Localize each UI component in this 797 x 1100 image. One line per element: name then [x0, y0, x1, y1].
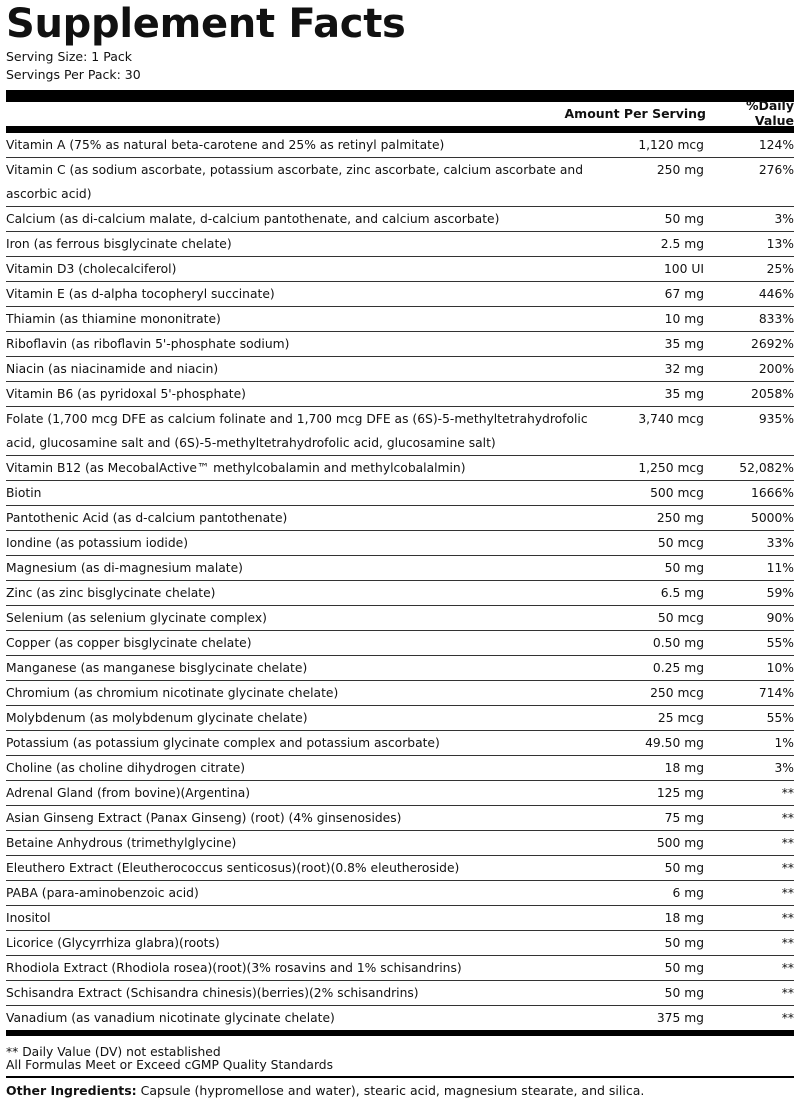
- nutrient-name: Rhodiola Extract (Rhodiola rosea)(root)(3% rosavins and 1% schisandrins): [6, 961, 462, 975]
- table-row: [6, 232, 794, 257]
- nutrient-amount: 2.5 mg: [660, 237, 704, 251]
- table-row: [6, 407, 794, 456]
- nutrient-amount: 50 mg: [664, 936, 704, 950]
- nutrient-amount: 500 mcg: [650, 486, 704, 500]
- table-row: [6, 257, 794, 282]
- nutrient-name: Magnesium (as di-magnesium malate): [6, 561, 243, 575]
- nutrient-amount: 375 mg: [656, 1011, 704, 1025]
- nutrient-daily-value: 276%: [758, 163, 794, 177]
- nutrient-daily-value: 2692%: [751, 337, 794, 351]
- table-row: [6, 307, 794, 332]
- nutrient-amount: 75 mg: [664, 811, 704, 825]
- nutrient-amount: 50 mcg: [657, 611, 704, 625]
- nutrient-name: Manganese (as manganese bisglycinate chelate): [6, 661, 308, 675]
- other-ingredients-label: Other Ingredients:: [6, 1083, 137, 1098]
- page-title: Supplement Facts: [6, 1, 406, 47]
- nutrient-amount: 125 mg: [656, 786, 704, 800]
- nutrient-daily-value: 1666%: [751, 486, 794, 500]
- table-row: [6, 656, 794, 681]
- nutrient-daily-value: **: [781, 986, 794, 1000]
- table-row: [6, 856, 794, 881]
- nutrient-daily-value: **: [781, 836, 794, 850]
- nutrient-name: Thiamin (as thiamine mononitrate): [6, 312, 221, 326]
- table-row: [6, 731, 794, 756]
- nutrient-daily-value: 10%: [766, 661, 794, 675]
- nutrient-name: Inositol: [6, 911, 51, 925]
- nutrient-name: Vitamin B12 (as MecobalActive™ methylcobalamin and methylcobalalmin): [6, 461, 466, 475]
- table-row: [6, 906, 794, 931]
- serving-size: Serving Size: 1 Pack: [6, 49, 132, 64]
- nutrient-daily-value: 714%: [758, 686, 794, 700]
- other-ingredients: [6, 1082, 794, 1100]
- nutrient-amount: 35 mg: [664, 387, 704, 401]
- nutrient-name: Vitamin C (as sodium ascorbate, potassium ascorbate, zinc ascorbate, calcium ascorbate and ascorbic acid): [6, 163, 584, 201]
- nutrient-daily-value: **: [781, 811, 794, 825]
- nutrient-table: [6, 133, 794, 1030]
- gmp-footnote: All Formulas Meet or Exceed cGMP Quality Standards: [6, 1058, 334, 1072]
- nutrient-daily-value: 446%: [758, 287, 794, 301]
- nutrient-amount: 250 mg: [656, 511, 704, 525]
- supplement-facts-panel: [6, 0, 794, 1100]
- nutrient-amount: 67 mg: [664, 287, 704, 301]
- nutrient-daily-value: 935%: [758, 412, 794, 426]
- nutrient-amount: 500 mg: [656, 836, 704, 850]
- table-row: [6, 357, 794, 382]
- nutrient-daily-value: 833%: [758, 312, 794, 326]
- nutrient-amount: 1,120 mcg: [638, 138, 704, 152]
- nutrient-name: Folate (1,700 mcg DFE as calcium folinate and 1,700 mcg DFE as (6S)-5-methyltetrahydrofolic acid, glucosamine salt and (6S)-5-methyltetrahydrofolic acid, glucosamine salt): [6, 412, 588, 450]
- nutrient-amount: 50 mg: [664, 212, 704, 226]
- nutrient-name: Betaine Anhydrous (trimethylglycine): [6, 836, 237, 850]
- table-row: [6, 831, 794, 856]
- table-row: [6, 1006, 794, 1030]
- table-row: [6, 681, 794, 706]
- nutrient-amount: 6.5 mg: [660, 586, 704, 600]
- dv-footnote: ** Daily Value (DV) not established: [6, 1045, 221, 1059]
- nutrient-name: Molybdenum (as molybdenum glycinate chelate): [6, 711, 308, 725]
- table-row: [6, 956, 794, 981]
- nutrient-amount: 50 mg: [664, 561, 704, 575]
- nutrient-daily-value: **: [781, 911, 794, 925]
- nutrient-name: Vitamin A (75% as natural beta-carotene and 25% as retinyl palmitate): [6, 138, 445, 152]
- nutrient-daily-value: 13%: [766, 237, 794, 251]
- nutrient-name: Chromium (as chromium nicotinate glycinate chelate): [6, 686, 339, 700]
- nutrient-name: Calcium (as di-calcium malate, d-calcium pantothenate, and calcium ascorbate): [6, 212, 500, 226]
- table-row: [6, 806, 794, 831]
- nutrient-amount: 50 mg: [664, 861, 704, 875]
- table-row: [6, 133, 794, 158]
- table-row: [6, 207, 794, 232]
- nutrient-name: Schisandra Extract (Schisandra chinesis)(berries)(2% schisandrins): [6, 986, 419, 1000]
- nutrient-name: Niacin (as niacinamide and niacin): [6, 362, 219, 376]
- nutrient-daily-value: 3%: [774, 212, 794, 226]
- servings-per-pack: Servings Per Pack: 30: [6, 67, 141, 82]
- divider-thin: [6, 1076, 794, 1078]
- amount-header: Amount Per Serving: [564, 105, 706, 121]
- nutrient-amount: 50 mg: [664, 986, 704, 1000]
- daily-value-header: %Daily Value: [745, 98, 794, 128]
- nutrient-name: PABA (para-aminobenzoic acid): [6, 886, 199, 900]
- nutrient-name: Eleuthero Extract (Eleutherococcus senticosus)(root)(0.8% eleutheroside): [6, 861, 460, 875]
- nutrient-amount: 50 mg: [664, 961, 704, 975]
- nutrient-amount: 35 mg: [664, 337, 704, 351]
- nutrient-daily-value: 1%: [774, 736, 794, 750]
- nutrient-daily-value: 55%: [766, 636, 794, 650]
- table-row: [6, 756, 794, 781]
- nutrient-name: Choline (as choline dihydrogen citrate): [6, 761, 246, 775]
- nutrient-daily-value: **: [781, 936, 794, 950]
- nutrient-name: Zinc (as zinc bisglycinate chelate): [6, 586, 216, 600]
- nutrient-amount: 6 mg: [672, 886, 704, 900]
- nutrient-daily-value: **: [781, 1011, 794, 1025]
- table-row: [6, 531, 794, 556]
- footnotes: [6, 1036, 794, 1076]
- nutrient-daily-value: 33%: [766, 536, 794, 550]
- table-row: [6, 931, 794, 956]
- nutrient-name: Vitamin B6 (as pyridoxal 5'-phosphate): [6, 387, 246, 401]
- nutrient-daily-value: 11%: [766, 561, 794, 575]
- other-ingredients-text: Capsule (hypromellose and water), stearic acid, magnesium stearate, and silica.: [140, 1083, 645, 1098]
- table-row: [6, 481, 794, 506]
- nutrient-daily-value: 90%: [766, 611, 794, 625]
- table-row: [6, 332, 794, 357]
- nutrient-amount: 0.25 mg: [652, 661, 704, 675]
- nutrient-daily-value: 52,082%: [739, 461, 794, 475]
- nutrient-daily-value: **: [781, 861, 794, 875]
- nutrient-name: Iondine (as potassium iodide): [6, 536, 189, 550]
- table-row: [6, 606, 794, 631]
- nutrient-amount: 0.50 mg: [652, 636, 704, 650]
- table-row: [6, 506, 794, 531]
- table-row: [6, 631, 794, 656]
- nutrient-name: Vanadium (as vanadium nicotinate glycinate chelate): [6, 1011, 335, 1025]
- table-row: [6, 981, 794, 1006]
- nutrient-amount: 50 mcg: [657, 536, 704, 550]
- nutrient-daily-value: 2058%: [751, 387, 794, 401]
- nutrient-daily-value: **: [781, 961, 794, 975]
- nutrient-daily-value: 200%: [758, 362, 794, 376]
- column-header: [6, 98, 794, 128]
- nutrient-amount: 25 mcg: [657, 711, 704, 725]
- nutrient-amount: 100 UI: [663, 262, 704, 276]
- nutrient-amount: 18 mg: [664, 761, 704, 775]
- nutrient-name: Asian Ginseng Extract (Panax Ginseng) (root) (4% ginsenosides): [6, 811, 402, 825]
- nutrient-name: Licorice (Glycyrrhiza glabra)(roots): [6, 936, 220, 950]
- table-row: [6, 158, 794, 207]
- table-row: [6, 282, 794, 307]
- nutrient-amount: 10 mg: [664, 312, 704, 326]
- nutrient-daily-value: **: [781, 786, 794, 800]
- nutrient-name: Copper (as copper bisglycinate chelate): [6, 636, 252, 650]
- nutrient-name: Pantothenic Acid (as d-calcium pantothenate): [6, 511, 288, 525]
- nutrient-amount: 3,740 mcg: [638, 412, 704, 426]
- nutrient-daily-value: 59%: [766, 586, 794, 600]
- table-row: [6, 556, 794, 581]
- nutrient-name: Selenium (as selenium glycinate complex): [6, 611, 267, 625]
- divider-thick: [6, 90, 794, 102]
- nutrient-amount: 18 mg: [664, 911, 704, 925]
- nutrient-amount: 32 mg: [664, 362, 704, 376]
- table-row: [6, 706, 794, 731]
- nutrient-name: Potassium (as potassium glycinate complex and potassium ascorbate): [6, 736, 440, 750]
- divider-medium: [6, 126, 794, 133]
- nutrient-name: Vitamin D3 (cholecalciferol): [6, 262, 177, 276]
- table-row: [6, 581, 794, 606]
- nutrient-daily-value: 25%: [766, 262, 794, 276]
- nutrient-name: Iron (as ferrous bisglycinate chelate): [6, 237, 232, 251]
- nutrient-daily-value: 55%: [766, 711, 794, 725]
- nutrient-daily-value: **: [781, 886, 794, 900]
- nutrient-amount: 250 mg: [656, 163, 704, 177]
- table-row: [6, 456, 794, 481]
- table-row: [6, 881, 794, 906]
- nutrient-name: Vitamin E (as d-alpha tocopheryl succinate): [6, 287, 275, 301]
- nutrient-name: Biotin: [6, 486, 42, 500]
- nutrient-amount: 49.50 mg: [645, 736, 704, 750]
- nutrient-name: Adrenal Gland (from bovine)(Argentina): [6, 786, 251, 800]
- table-row: [6, 382, 794, 407]
- nutrient-daily-value: 3%: [774, 761, 794, 775]
- nutrient-amount: 250 mcg: [650, 686, 704, 700]
- nutrient-amount: 1,250 mcg: [638, 461, 704, 475]
- table-row: [6, 781, 794, 806]
- nutrient-daily-value: 5000%: [751, 511, 794, 525]
- nutrient-name: Riboflavin (as riboflavin 5'-phosphate sodium): [6, 337, 290, 351]
- nutrient-daily-value: 124%: [758, 138, 794, 152]
